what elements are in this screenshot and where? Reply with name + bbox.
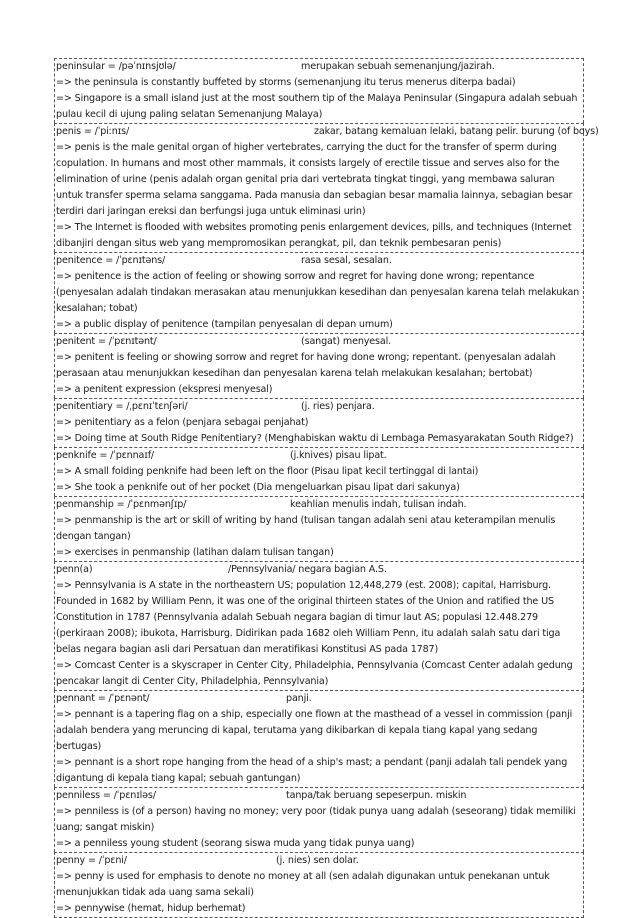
headword: penknife = /ˈpɛnnaɪf/ [56, 450, 155, 461]
headword: penn(a) [56, 564, 93, 575]
headword-meaning: (j. ries) penjara. [301, 401, 375, 412]
dictionary-entry [54, 496, 584, 561]
dictionary-entry [54, 123, 599, 252]
entry-headword-row [56, 562, 582, 578]
example-sentence: => penmanship is the art or skill of writing by hand (tulisan tangan adalah seni atau keterampilan menulis dengan tangan) [56, 515, 556, 542]
headword: penmanship = /ˈpɛnmənʃɪp/ [56, 499, 187, 510]
example-sentence: => Pennsylvania is A state in the northeastern US; population 12,448,279 (est. 2008); capital, Harrisburg. Founded in 1682 by William Penn, it was one of the original thirteen states of the Union and ratified the US Constitution in 1787 (Pennsylvania adalah Sebuah negara bagian di timur laut AS; populasi 12.448.279 (perkiraan 2008); ibukota, Harrisburg. Didirikan pada 1682 oleh William Penn, itu adalah salah satu dari tiga belas negara bagian asli dari Persatuan dan meratifikasi Konstitusi AS pada 1787) [56, 580, 561, 655]
headword: peninsular = /pəˈnɪnsjʊlə/ [56, 61, 176, 72]
headword: pennant = /ˈpɛnənt/ [56, 693, 150, 704]
example-sentence: => exercises in penmanship (latihan dalam tulisan tangan) [56, 547, 334, 558]
headword: penitentiary = /ˌpɛnɪˈtɛnʃəri/ [56, 401, 188, 412]
headword-meaning: /Pennsylvania/ negara bagian A.S. [228, 564, 387, 575]
entry-headword-row [56, 334, 582, 350]
headword-meaning: (sangat) menyesal. [301, 336, 392, 347]
dictionary-entry [54, 690, 584, 787]
entry-headword-row [56, 124, 599, 140]
dictionary-entry [54, 58, 584, 123]
entry-headword-row [56, 497, 582, 513]
example-sentence: => penitentiary as a felon (penjara sebagai penjahat) [56, 417, 309, 428]
example-sentence: => pennywise (hemat, hidup berhemat) [56, 903, 246, 914]
entry-headword-row [56, 691, 582, 707]
example-sentence: => the peninsula is constantly buffeted by storms (semenanjung itu terus menerus diterpa badai) [56, 77, 516, 88]
headword-meaning: (j.knives) pisau lipat. [290, 450, 387, 461]
dictionary-entry [54, 561, 584, 690]
example-sentence: => a penniless young student (seorang siswa muda yang tidak punya uang) [56, 838, 415, 849]
example-sentence: => Singapore is a small island just at the most southern tip of the Malaya Peninsular (Singapura adalah sebuah pulau kecil di ujung paling selatan Semenanjung Malaya) [56, 93, 578, 120]
example-sentence: => penniless is (of a person) having no money; very poor (tidak punya uang adalah (seseorang) tidak memiliki uang; sangat miskin) [56, 806, 576, 833]
example-sentence: => A small folding penknife had been left on the floor (Pisau lipat kecil tertinggal di lantai) [56, 466, 479, 477]
example-sentence: => pennant is a short rope hanging from the head of a ship's mast; a pendant (panji adalah tali pendek yang digantung di kepala tiang kapal; sebuah gantungan) [56, 757, 568, 784]
example-sentence: => Comcast Center is a skyscraper in Center City, Philadelphia, Pennsylvania (Comcast Center adalah gedung pencakar langit di Center City, Philadelphia, Pennsylvania) [56, 660, 573, 687]
example-sentence: => penitent is feeling or showing sorrow and regret for having done wrong; repentant. (penyesalan adalah perasaan atau menunjukkan kesedihan dan penyesalan karena telah melakukan kesalahan; bertobat) [56, 352, 556, 379]
example-sentence: => a penitent expression (ekspresi menyesal) [56, 384, 273, 395]
headword-meaning: keahlian menulis indah, tulisan indah. [290, 499, 467, 510]
headword-meaning: zakar, batang kemaluan lelaki, batang pelir. burung (of boys) [314, 126, 599, 137]
dictionary-document [54, 58, 599, 918]
example-sentence: => a public display of penitence (tampilan penyesalan di depan umum) [56, 319, 393, 330]
example-sentence: => penny is used for emphasis to denote no money at all (sen adalah digunakan untuk penekanan untuk menunjukkan tidak ada uang sama sekali) [56, 871, 550, 898]
example-sentence: => penis is the male genital organ of higher vertebrates, carrying the duct for the transfer of sperm during copulation. In humans and most other mammals, it consists largely of erectile tissue and serves also for the elimination of urine (penis adalah organ genital pria dari vertebrata tingkat tinggi, yang membawa saluran untuk transfer sperma selama sanggama. Pada manusia dan sebagian besar mamalia lainnya, sebagian besar terdiri dari jaringan ereksi dan berfungsi juga untuk eliminasi urin) [56, 142, 573, 217]
dictionary-entry [54, 398, 584, 447]
example-sentence: => pennant is a tapering flag on a ship, especially one flown at the masthead of a vessel in commission (panji adalah bendera yang meruncing di kapal, terutama yang dikibarkan di kepala tiang kapal yang sedang bertugas) [56, 709, 573, 752]
example-sentence: => The Internet is flooded with websites promoting penis enlargement devices, pills, and techniques (Internet dibanjiri dengan situs web yang mempromosikan perangkat, pil, dan teknik pembesaran penis) [56, 222, 572, 249]
headword: penitence = /ˈpɛnɪtəns/ [56, 255, 166, 266]
dictionary-entry [54, 252, 584, 333]
example-sentence: => Doing time at South Ridge Penitentiary? (Menghabiskan waktu di Lembaga Pemasyarakatan South Ridge?) [56, 433, 574, 444]
entry-headword-row [56, 253, 582, 269]
headword: penny = /ˈpɛni/ [56, 855, 127, 866]
entry-headword-row [56, 399, 582, 415]
example-sentence: => penitence is the action of feeling or showing sorrow and regret for having done wrong; repentance (penyesalan adalah tindakan merasakan atau menunjukkan kesedihan dan penyesalan karena telah melakukan kesalahan; tobat) [56, 271, 580, 314]
headword: penniless = /ˈpɛnɪləs/ [56, 790, 156, 801]
entry-headword-row [56, 59, 582, 75]
entry-headword-row [56, 448, 582, 464]
example-sentence: => She took a penknife out of her pocket (Dia mengeluarkan pisau lipat dari sakunya) [56, 482, 460, 493]
dictionary-entry [54, 447, 584, 496]
dictionary-entry [54, 333, 584, 398]
entry-headword-row [56, 853, 582, 869]
headword: penis = /ˈpiːnɪs/ [56, 126, 130, 137]
headword-meaning: (j. nies) sen dolar. [276, 855, 359, 866]
headword-meaning: merupakan sebuah semenanjung/jazirah. [301, 61, 495, 72]
dictionary-entry [54, 787, 584, 852]
headword-meaning: rasa sesal, sesalan. [301, 255, 392, 266]
dictionary-entry [54, 852, 584, 918]
headword-meaning: panji. [286, 693, 312, 704]
headword-meaning: tanpa/tak beruang sepeserpun. miskin [286, 790, 467, 801]
headword: penitent = /ˈpɛnɪtənt/ [56, 336, 157, 347]
entry-headword-row [56, 788, 582, 804]
